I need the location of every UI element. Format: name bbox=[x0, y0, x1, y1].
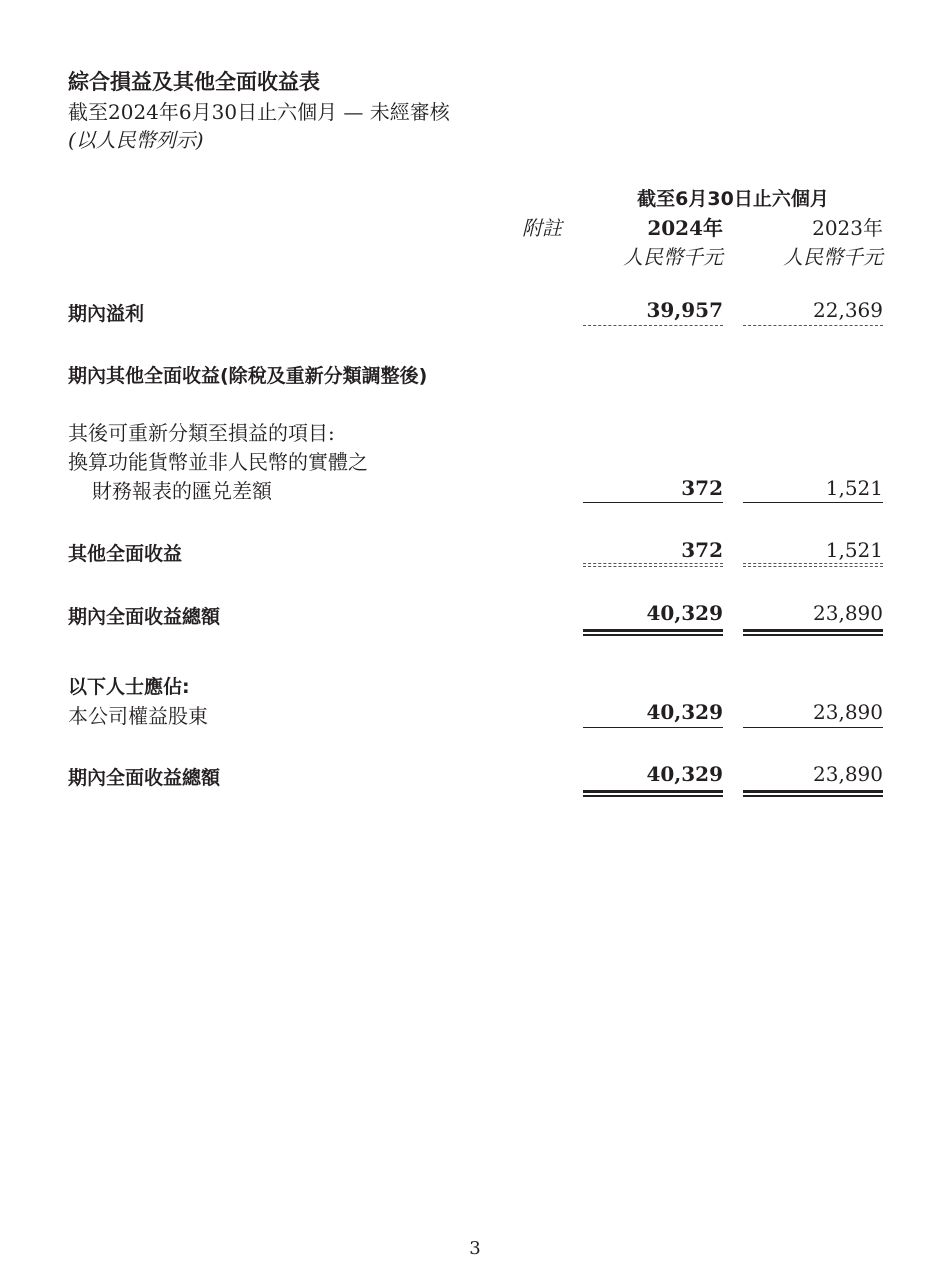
equity-prior-rule bbox=[743, 727, 883, 728]
other-comprehensive-income-label: 其他全面收益 bbox=[68, 543, 183, 565]
profit-for-period-label: 期內溢利 bbox=[68, 303, 145, 325]
total-comprehensive-income-label: 期內全面收益總額 bbox=[68, 606, 221, 628]
other-comprehensive-income-current: 372 bbox=[681, 538, 723, 562]
unit-current-header: 人民幣千元 bbox=[623, 245, 723, 269]
total-comprehensive-income-current: 40,329 bbox=[646, 601, 723, 625]
oci-prior-rule bbox=[743, 563, 883, 567]
profit-for-period-current: 39,957 bbox=[646, 298, 723, 322]
total-comprehensive-income-2-label: 期內全面收益總額 bbox=[68, 767, 221, 789]
exchange-differences-label-line2: 財務報表的匯兑差額 bbox=[92, 479, 272, 503]
total-comprehensive-income-2-current: 40,329 bbox=[646, 762, 723, 786]
other-comprehensive-income-prior: 1,521 bbox=[825, 538, 883, 562]
reclassifiable-items-label: 其後可重新分類至損益的項目: bbox=[68, 421, 335, 445]
equity-current-rule bbox=[583, 727, 723, 728]
year-current-header: 2024年 bbox=[647, 216, 723, 240]
exchange-prior-rule bbox=[743, 502, 883, 503]
total-prior-double-rule bbox=[743, 629, 883, 636]
profit-prior-rule bbox=[743, 325, 883, 326]
exchange-differences-prior: 1,521 bbox=[825, 476, 883, 500]
period-header: 截至6月30日止六個月 bbox=[637, 188, 829, 210]
equity-shareholders-label: 本公司權益股東 bbox=[68, 704, 208, 728]
total-current-double-rule bbox=[583, 629, 723, 636]
exchange-differences-label-line1: 換算功能貨幣並非人民幣的實體之 bbox=[68, 450, 368, 474]
note-column-header: 附註 bbox=[522, 216, 562, 240]
unit-prior-header: 人民幣千元 bbox=[783, 245, 883, 269]
exchange-current-rule bbox=[583, 502, 723, 503]
equity-shareholders-current: 40,329 bbox=[646, 700, 723, 724]
total-comprehensive-income-prior: 23,890 bbox=[813, 601, 883, 625]
exchange-differences-current: 372 bbox=[681, 476, 723, 500]
period-subtitle: 截至2024年6月30日止六個月 — 未經審核 bbox=[68, 100, 450, 124]
oci-current-rule bbox=[583, 563, 723, 567]
total-2-prior-double-rule bbox=[743, 790, 883, 797]
year-prior-header: 2023年 bbox=[812, 216, 883, 240]
attributable-to-heading: 以下人士應佔: bbox=[68, 676, 190, 698]
profit-for-period-prior: 22,369 bbox=[813, 298, 883, 322]
oci-section-heading: 期內其他全面收益(除稅及重新分類調整後) bbox=[68, 365, 428, 387]
page-number: 3 bbox=[469, 1238, 481, 1259]
page-title: 綜合損益及其他全面收益表 bbox=[68, 70, 320, 94]
currency-note: (以人民幣列示) bbox=[68, 128, 204, 152]
equity-shareholders-prior: 23,890 bbox=[813, 700, 883, 724]
profit-current-rule bbox=[583, 325, 723, 326]
total-2-current-double-rule bbox=[583, 790, 723, 797]
total-comprehensive-income-2-prior: 23,890 bbox=[813, 762, 883, 786]
